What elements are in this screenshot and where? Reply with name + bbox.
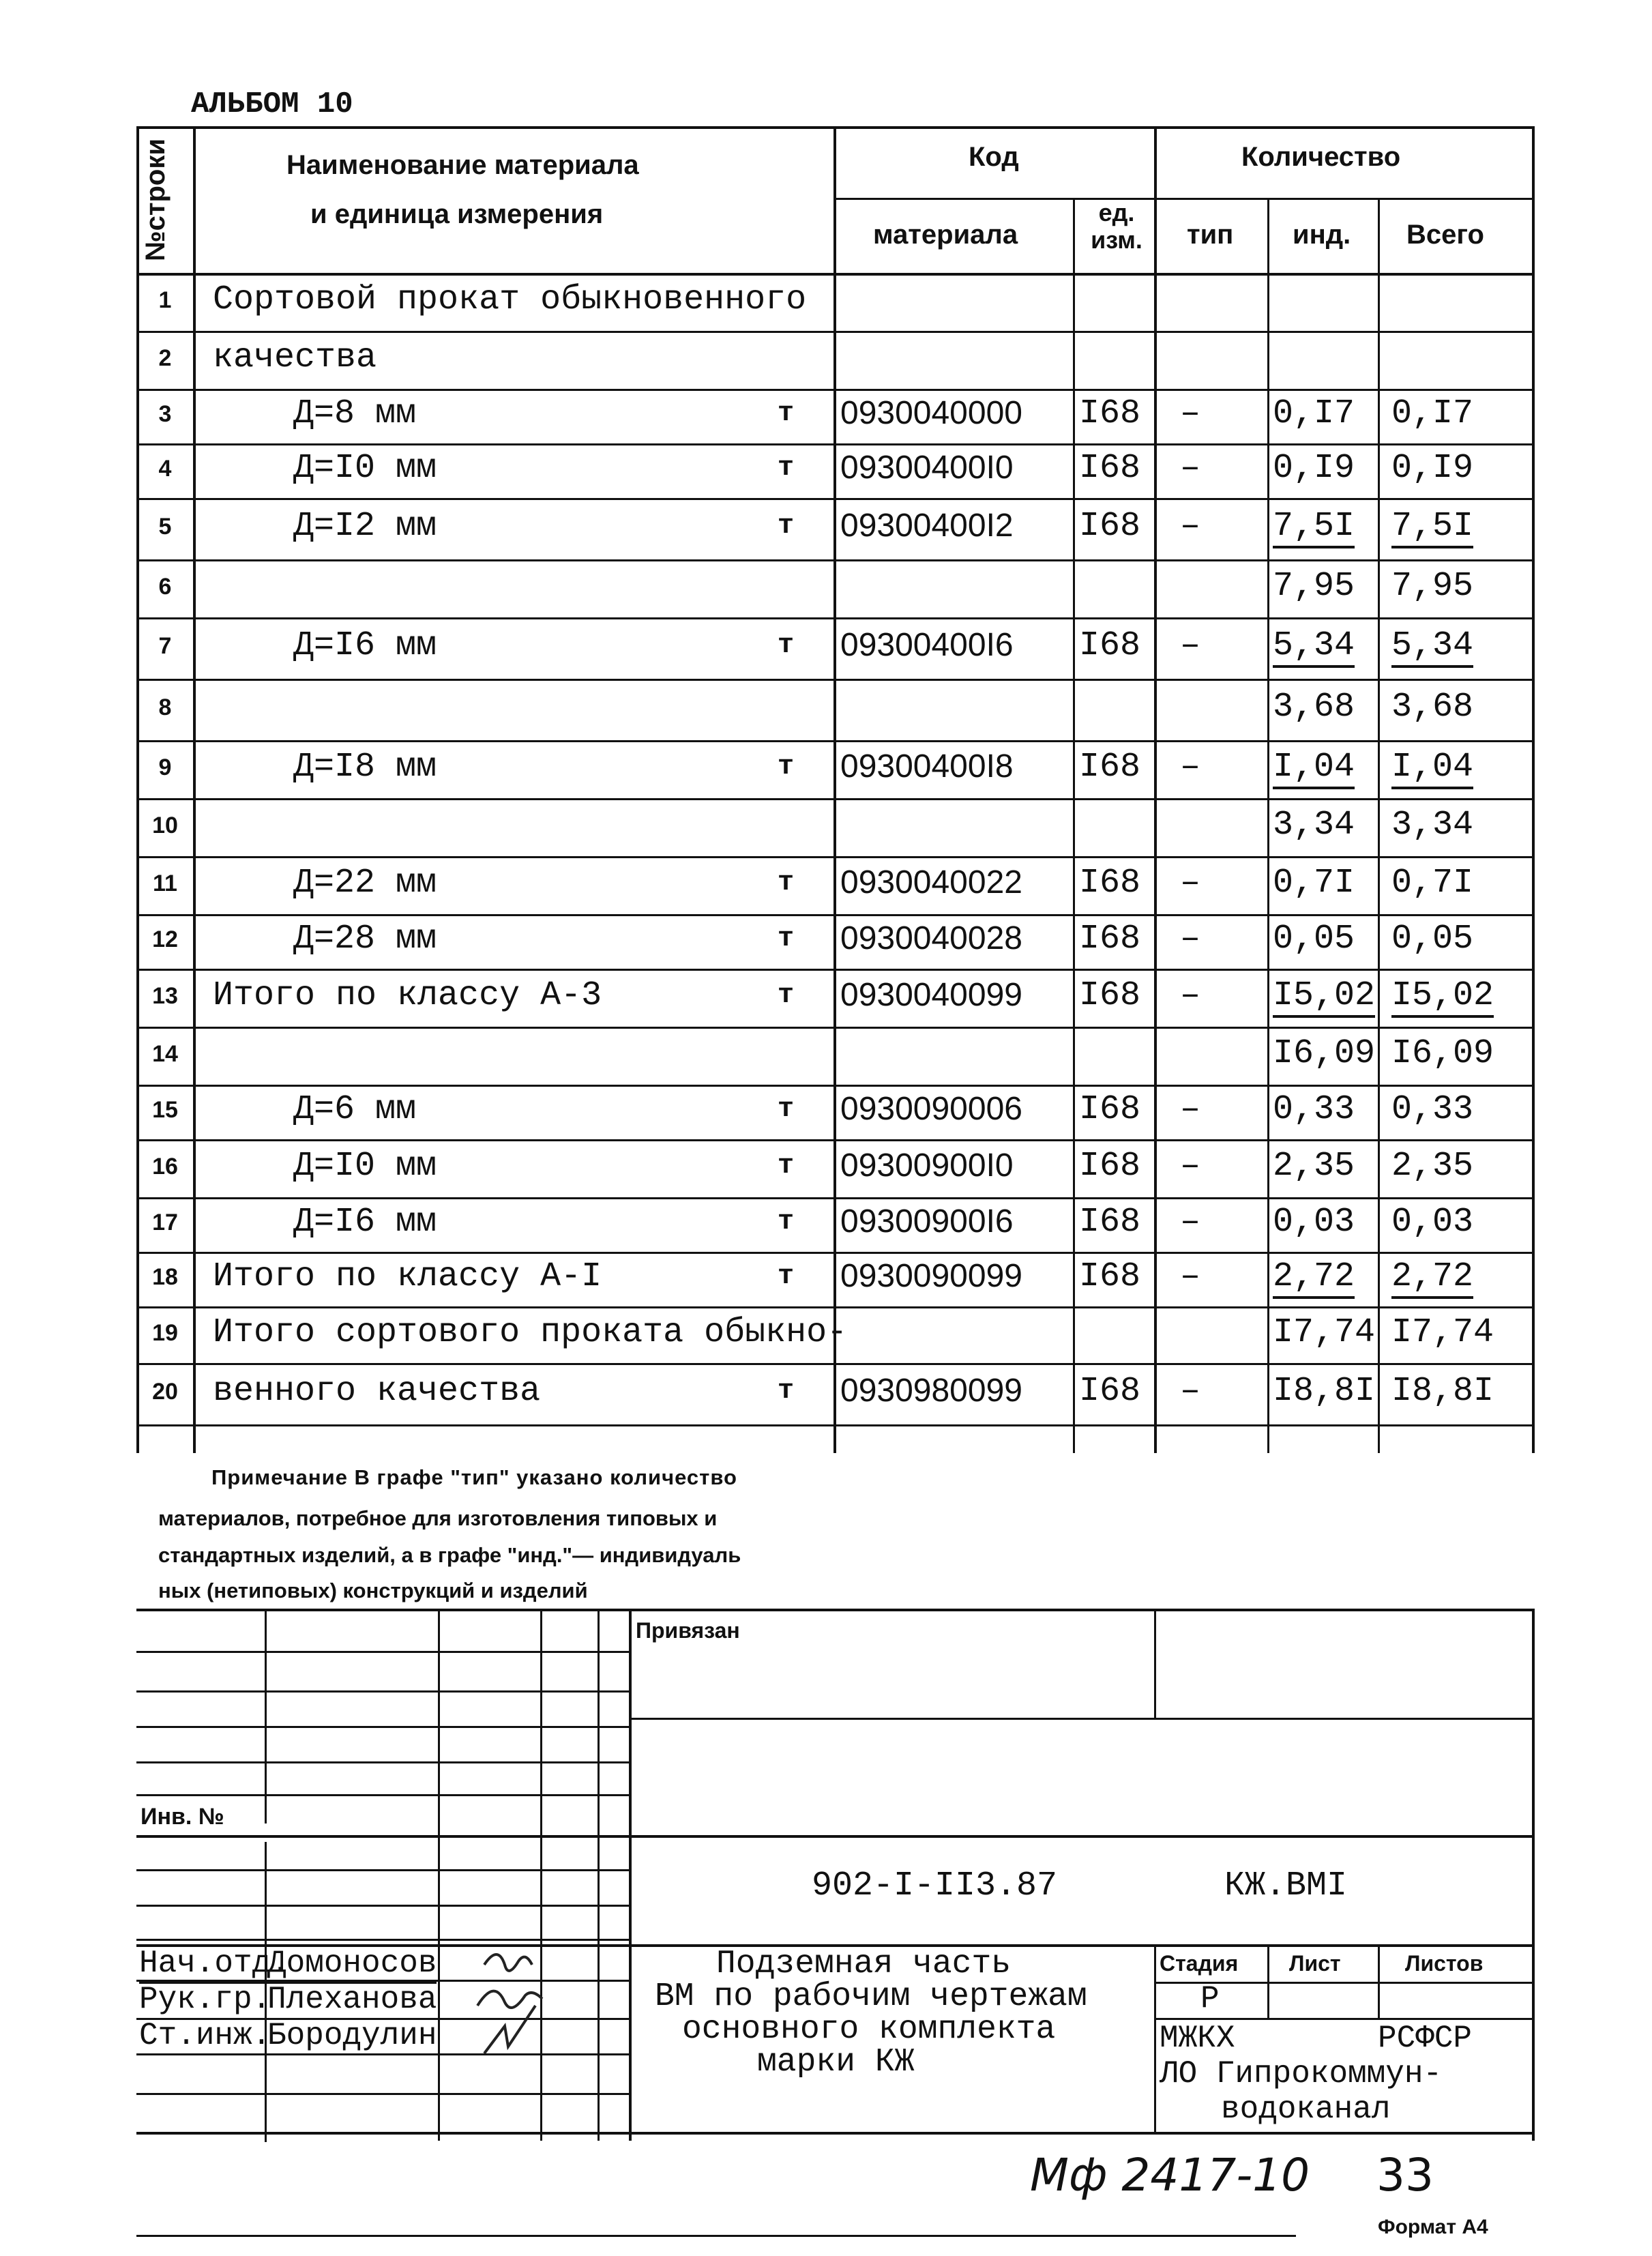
qty-individual: I6,09 — [1273, 1034, 1376, 1073]
unit-code: I68 — [1079, 626, 1141, 665]
name-head-dept: Домоносов — [267, 1946, 437, 1984]
qty-total: I6,09 — [1391, 1034, 1494, 1073]
qty-total: I5,02 — [1391, 976, 1494, 1018]
note-line4: ных (нетиповых) конструкций и изделий — [158, 1579, 588, 1602]
qty-type: – — [1180, 748, 1201, 787]
qty-individual: I7,74 — [1273, 1313, 1376, 1352]
unit-code: I68 — [1079, 864, 1141, 903]
material-code: 09300900I0 — [840, 1147, 1014, 1184]
row-divider — [136, 914, 1535, 916]
header-qty-ind: инд. — [1293, 220, 1351, 250]
row-number: 15 — [152, 1097, 178, 1123]
unit-code: I68 — [1079, 976, 1141, 1015]
qty-total: 0,I7 — [1391, 394, 1474, 433]
material-name: Д=28 мм — [293, 920, 437, 958]
material-name: Д=I0 мм — [293, 449, 437, 488]
doc-mark: КЖ.ВМI — [1224, 1866, 1348, 1905]
qty-individual: 0,03 — [1273, 1203, 1355, 1242]
org-name-line1: ЛО Гипрокоммун- — [1160, 2056, 1443, 2092]
material-name: качества — [213, 338, 377, 377]
material-name: Д=I6 мм — [293, 626, 437, 665]
qty-total: I8,8I — [1391, 1372, 1494, 1411]
qty-type: – — [1180, 626, 1201, 665]
row-number: 12 — [152, 926, 178, 952]
row-divider — [136, 679, 1535, 681]
qty-total: 0,05 — [1391, 920, 1474, 958]
row-number: 2 — [158, 345, 172, 371]
qty-individual: I8,8I — [1273, 1372, 1376, 1411]
header-name-line2: и единица измерения — [310, 199, 604, 229]
qty-individual: 7,95 — [1273, 567, 1355, 606]
org-ministry: МЖКХ — [1160, 2021, 1235, 2056]
qty-type: – — [1180, 920, 1201, 958]
header-name-line1: Наименование материала — [286, 150, 639, 180]
role-senior-engineer: Ст.инж. — [139, 2018, 271, 2053]
material-code: 0930090099 — [840, 1258, 1022, 1294]
row-number: 1 — [158, 287, 172, 313]
row-number: 13 — [152, 983, 178, 1009]
header-code-unit: ед. изм. — [1091, 199, 1142, 254]
unit-of-measure: т — [778, 980, 795, 1011]
qty-total: 2,35 — [1391, 1147, 1474, 1186]
qty-individual: 0,I9 — [1273, 449, 1355, 488]
row-divider — [136, 1139, 1535, 1141]
row-divider — [136, 1085, 1535, 1087]
qty-individual: 2,35 — [1273, 1147, 1355, 1186]
paper-format: Формат А4 — [1378, 2216, 1488, 2238]
unit-code: I68 — [1079, 394, 1141, 433]
qty-total: 0,03 — [1391, 1203, 1474, 1242]
qty-individual: 2,72 — [1273, 1257, 1355, 1299]
unit-code: I68 — [1079, 1203, 1141, 1242]
qty-individual: 7,5I — [1273, 507, 1355, 548]
sheet-label: Лист — [1289, 1951, 1341, 1976]
unit-of-measure: т — [778, 453, 795, 484]
unit-code: I68 — [1079, 920, 1141, 958]
unit-of-measure: т — [778, 1376, 795, 1407]
qty-type: – — [1180, 864, 1201, 903]
row-divider — [136, 798, 1535, 800]
material-code: 0930040022 — [840, 864, 1022, 900]
unit-of-measure: т — [778, 398, 795, 429]
material-name: Итого сортового проката обыкно- — [213, 1313, 848, 1352]
material-code: 09300400I0 — [840, 450, 1014, 486]
album-label: АЛЬБОМ 10 — [191, 87, 353, 121]
qty-individual: 0,33 — [1273, 1090, 1355, 1129]
row-divider — [136, 389, 1535, 391]
material-name: Д=8 мм — [293, 394, 417, 433]
material-name: венного качества — [213, 1372, 541, 1411]
unit-of-measure: т — [778, 924, 795, 954]
material-name: Д=6 мм — [293, 1090, 417, 1129]
qty-type: – — [1180, 1372, 1201, 1411]
qty-total: 7,5I — [1391, 507, 1473, 548]
row-divider — [136, 443, 1535, 445]
stage-label: Стадия — [1160, 1951, 1239, 1976]
row-divider — [136, 1252, 1535, 1254]
row-number: 16 — [152, 1154, 178, 1180]
material-name: Д=I8 мм — [293, 748, 437, 787]
qty-individual: I5,02 — [1273, 976, 1375, 1018]
material-code: 09300400I2 — [840, 508, 1014, 544]
header-code: Код — [969, 142, 1019, 172]
header-rownum: №строки — [141, 138, 171, 261]
row-number: 5 — [158, 514, 172, 540]
material-code: 09300400I8 — [840, 748, 1014, 785]
qty-total: 0,7I — [1391, 864, 1474, 903]
qty-type: – — [1180, 1257, 1201, 1296]
qty-total: 3,68 — [1391, 688, 1474, 727]
qty-total: 7,95 — [1391, 567, 1474, 606]
row-number: 14 — [152, 1041, 178, 1067]
qty-type: – — [1180, 507, 1201, 546]
qty-individual: 0,I7 — [1273, 394, 1355, 433]
row-number: 3 — [158, 401, 172, 427]
material-code: 09300400I6 — [840, 627, 1014, 663]
row-divider — [136, 1197, 1535, 1199]
handwritten-archive-number: Мф 2417-10 — [1030, 2149, 1310, 2201]
role-head-dept: Нач.отд. — [139, 1946, 290, 1984]
row-divider — [136, 1027, 1535, 1029]
title-line4: марки КЖ — [757, 2044, 915, 2081]
note-line1: Примечание В графе "тип" указано количество — [211, 1465, 737, 1489]
material-code: 0930040099 — [840, 977, 1022, 1013]
unit-of-measure: т — [778, 1094, 795, 1125]
row-divider — [136, 498, 1535, 500]
header-qty-total: Всего — [1406, 220, 1484, 250]
qty-total: I,04 — [1391, 748, 1473, 789]
row-divider — [136, 617, 1535, 619]
qty-type: – — [1180, 1203, 1201, 1242]
qty-individual: I,04 — [1273, 748, 1355, 789]
org-republic: РСФСР — [1378, 2021, 1473, 2056]
unit-code: I68 — [1079, 1372, 1141, 1411]
header-code-material: материала — [873, 220, 1018, 250]
row-number: 17 — [152, 1210, 178, 1235]
stage-value: Р — [1200, 1981, 1220, 2017]
row-number: 8 — [158, 694, 172, 720]
title-line3: основного комплекта — [682, 2011, 1056, 2048]
qty-total: I7,74 — [1391, 1313, 1494, 1352]
unit-of-measure: т — [778, 1151, 795, 1182]
name-senior-engineer: Бородулин — [267, 2018, 437, 2053]
note-line3: стандартных изделий, а в графе "инд."— индивидуаль — [158, 1543, 741, 1567]
unit-code: I68 — [1079, 748, 1141, 787]
material-code: 0930090006 — [840, 1091, 1022, 1127]
row-divider — [136, 856, 1535, 858]
row-number: 9 — [158, 755, 172, 780]
org-name-line2: водоканал — [1221, 2092, 1391, 2127]
qty-individual: 3,68 — [1273, 688, 1355, 727]
material-code: 0930980099 — [840, 1373, 1022, 1409]
qty-total: 2,72 — [1391, 1257, 1473, 1299]
qty-type: – — [1180, 1147, 1201, 1186]
qty-type: – — [1180, 394, 1201, 433]
material-name: Д=22 мм — [293, 864, 437, 903]
row-number: 19 — [152, 1320, 178, 1346]
title-line1: Подземная часть — [716, 1946, 1012, 1982]
unit-of-measure: т — [778, 511, 795, 542]
unit-code: I68 — [1079, 1257, 1141, 1296]
row-divider — [136, 1424, 1535, 1426]
row-number: 4 — [158, 456, 172, 482]
material-name: Итого по классу А-I — [213, 1257, 602, 1296]
row-divider — [136, 740, 1535, 742]
row-divider — [136, 1306, 1535, 1308]
material-name: Д=I0 мм — [293, 1147, 437, 1186]
unit-code: I68 — [1079, 1147, 1141, 1186]
doc-number: 902-I-II3.87 — [812, 1866, 1058, 1905]
material-name: Д=I6 мм — [293, 1203, 437, 1242]
privyazan-label: Привязан — [636, 1618, 740, 1643]
material-name: Сортовой прокат обыкновенного — [213, 280, 807, 319]
unit-of-measure: т — [778, 1207, 795, 1237]
qty-total: 0,33 — [1391, 1090, 1474, 1129]
row-number: 20 — [152, 1379, 178, 1405]
qty-type: – — [1180, 976, 1201, 1015]
material-name: Д=I2 мм — [293, 507, 437, 546]
row-number: 6 — [158, 574, 172, 600]
qty-individual: 5,34 — [1273, 626, 1355, 668]
header-qty-type: тип — [1187, 220, 1234, 250]
signature-marks — [471, 1937, 593, 2067]
qty-individual: 0,05 — [1273, 920, 1355, 958]
qty-total: 3,34 — [1391, 806, 1474, 845]
qty-individual: 3,34 — [1273, 806, 1355, 845]
qty-total: 0,I9 — [1391, 449, 1474, 488]
material-name: Итого по классу А-3 — [213, 976, 602, 1015]
qty-individual: 0,7I — [1273, 864, 1355, 903]
unit-of-measure: т — [778, 752, 795, 782]
row-divider — [136, 331, 1535, 333]
material-code: 09300900I6 — [840, 1203, 1014, 1240]
unit-of-measure: т — [778, 868, 795, 898]
row-number: 10 — [152, 812, 178, 838]
name-group-lead: Плеханова — [267, 1982, 437, 2017]
sheets-label: Листов — [1405, 1951, 1484, 1976]
row-divider — [136, 969, 1535, 971]
unit-of-measure: т — [778, 630, 795, 661]
unit-of-measure: т — [778, 1261, 795, 1292]
page-number: 33 — [1376, 2149, 1434, 2201]
qty-total: 5,34 — [1391, 626, 1473, 668]
role-group-lead: Рук.гр. — [139, 1982, 271, 2017]
row-divider — [136, 1363, 1535, 1365]
qty-type: – — [1180, 449, 1201, 488]
qty-type: – — [1180, 1090, 1201, 1129]
unit-code: I68 — [1079, 507, 1141, 546]
unit-code: I68 — [1079, 1090, 1141, 1129]
inventory-number-label: Инв. № — [141, 1804, 224, 1830]
note-line2: материалов, потребное для изготовления типовых и — [158, 1506, 718, 1530]
row-number: 7 — [158, 633, 172, 659]
title-line2: ВМ по рабочим чертежам — [655, 1978, 1087, 2015]
row-number: 18 — [152, 1264, 178, 1290]
row-divider — [136, 559, 1535, 561]
row-number: 11 — [153, 870, 177, 896]
material-code: 0930040028 — [840, 920, 1022, 956]
material-code: 0930040000 — [840, 395, 1022, 431]
unit-code: I68 — [1079, 449, 1141, 488]
header-quantity: Количество — [1241, 142, 1401, 172]
